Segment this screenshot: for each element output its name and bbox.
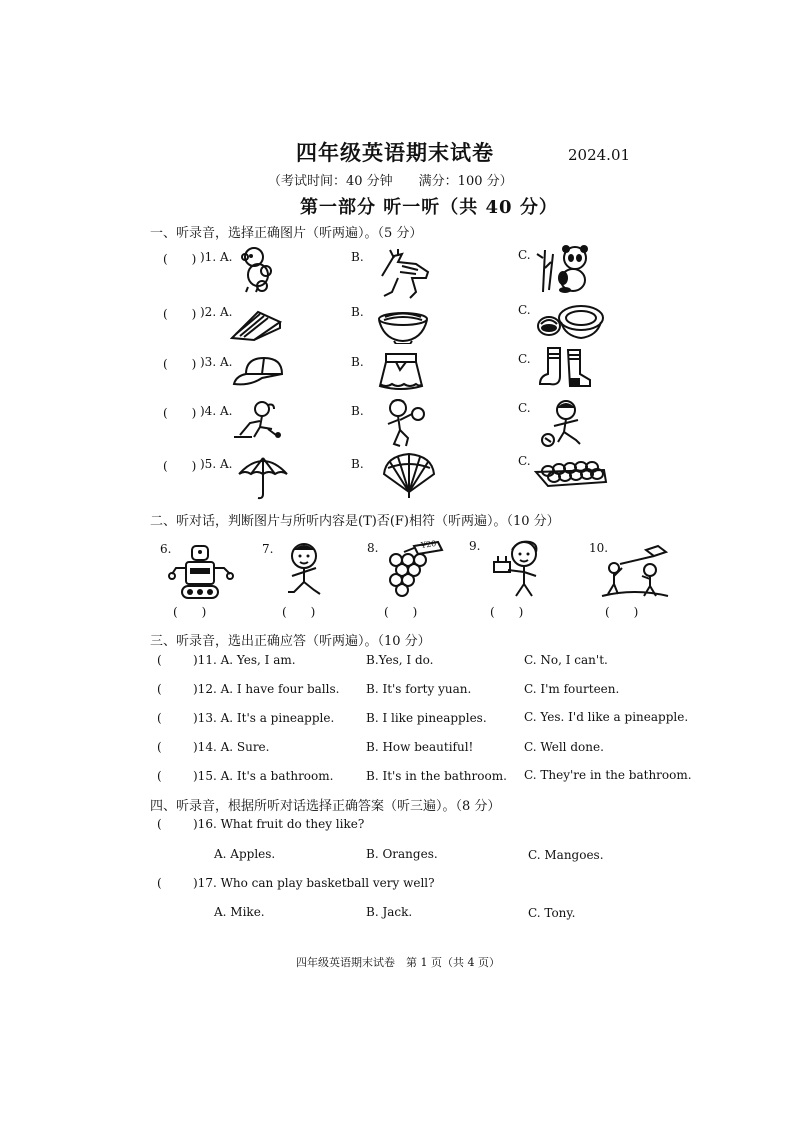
section2-heading: 二、听对话，判断图片与所听内容是(T)否(F)相符（听两遍）。（10 分） — [150, 514, 560, 529]
q16-option-a: A. Apples. — [214, 847, 276, 861]
q15-option-c: C. They're in the bathroom. — [524, 768, 692, 782]
monkey-icon — [240, 245, 276, 293]
q13-option-a: )13. A. It's a pineapple. — [193, 711, 335, 725]
boy-with-cake-icon — [490, 540, 548, 598]
socks-icon — [538, 346, 592, 388]
answer-blank[interactable]: ( — [157, 876, 162, 890]
q4-c-label: C. — [518, 401, 531, 415]
q11-option-b: B.Yes, I do. — [366, 653, 434, 667]
q1-b-label: B. — [351, 250, 364, 264]
q4-b-label: B. — [351, 404, 364, 418]
noodles-bowl-icon — [376, 310, 430, 344]
q6-label: 6. — [160, 542, 172, 556]
q1-label: )1. A. — [200, 250, 233, 264]
q9-answer-blank[interactable]: ( ) — [490, 605, 524, 619]
sandwich-icon — [230, 308, 282, 342]
answer-blank[interactable]: ( ) — [163, 307, 197, 321]
answer-blank[interactable]: ( ) — [163, 252, 197, 266]
kids-flying-kite-icon — [600, 544, 670, 598]
panda-icon — [535, 244, 595, 294]
q17-option-a: A. Mike. — [214, 905, 265, 919]
q6-answer-blank[interactable]: ( ) — [173, 605, 207, 619]
q17-option-b: B. Jack. — [366, 905, 413, 919]
q16-question: )16. What fruit do they like? — [193, 817, 365, 831]
part-title: 第一部分 听一听（共 40 分） — [300, 197, 558, 218]
q15-option-b: B. It's in the bathroom. — [366, 769, 507, 783]
q7-answer-blank[interactable]: ( ) — [282, 605, 316, 619]
q7-label: 7. — [262, 542, 274, 556]
q16-option-c: C. Mangoes. — [528, 848, 604, 862]
skirt-icon — [378, 352, 424, 392]
q3-c-label: C. — [518, 352, 531, 366]
running-boy-icon — [282, 542, 328, 598]
answer-blank[interactable]: ( — [157, 682, 162, 696]
q5-b-label: B. — [351, 457, 364, 471]
q11-option-c: C. No, I can't. — [524, 653, 608, 667]
section3-heading: 三、听录音，选出正确应答（听两遍）。（10 分） — [150, 634, 431, 649]
boy-playing-football-icon — [384, 398, 428, 448]
q14-option-b: B. How beautiful! — [366, 740, 474, 754]
q11-option-a: )11. A. Yes, I am. — [193, 653, 296, 667]
q12-option-a: )12. A. I have four balls. — [193, 682, 340, 696]
section4-heading: 四、听录音，根据所听对话选择正确答案（听三遍）。（8 分） — [150, 799, 501, 814]
answer-blank[interactable]: ( — [157, 653, 162, 667]
answer-blank[interactable]: ( — [157, 769, 162, 783]
exam-title: 四年级英语期末试卷 — [296, 140, 494, 165]
umbrella-icon — [237, 454, 289, 500]
answer-blank[interactable]: ( ) — [163, 406, 197, 420]
q13-option-c: C. Yes. I'd like a pineapple. — [524, 710, 689, 724]
q10-label: 10. — [589, 541, 609, 555]
q8-answer-blank[interactable]: ( ) — [384, 605, 418, 619]
answer-blank[interactable]: ( — [157, 711, 162, 725]
q3-label: )3. A. — [200, 355, 233, 369]
boy-kicking-ball-icon — [540, 398, 588, 448]
dumplings-soup-icon — [535, 302, 605, 344]
q5-c-label: C. — [518, 454, 531, 468]
q3-b-label: B. — [351, 355, 364, 369]
price-tag: ¥20 — [420, 538, 437, 551]
exam-date: 2024.01 — [568, 146, 631, 164]
q16-option-b: B. Oranges. — [366, 847, 438, 861]
q12-option-b: B. It's forty yuan. — [366, 682, 472, 696]
q9-label: 9. — [469, 539, 481, 553]
exam-info: （考试时间：40 分钟 满分：100 分） — [268, 174, 513, 189]
section1-heading: 一、听录音，选择正确图片（听两遍）。（5 分） — [150, 226, 423, 241]
q5-label: )5. A. — [200, 457, 233, 471]
answer-blank[interactable]: ( ) — [163, 357, 197, 371]
q10-answer-blank[interactable]: ( ) — [605, 605, 639, 619]
horse-icon — [372, 248, 434, 300]
q2-c-label: C. — [518, 303, 531, 317]
q2-label: )2. A. — [200, 305, 233, 319]
q2-b-label: B. — [351, 305, 364, 319]
answer-blank[interactable]: ( ) — [163, 459, 197, 473]
q8-label: 8. — [367, 541, 379, 555]
answer-blank[interactable]: ( — [157, 740, 162, 754]
q1-c-label: C. — [518, 248, 531, 262]
q14-option-a: )14. A. Sure. — [193, 740, 270, 754]
q17-option-c: C. Tony. — [528, 906, 576, 920]
q15-option-a: )15. A. It's a bathroom. — [193, 769, 334, 783]
q4-label: )4. A. — [200, 404, 233, 418]
girl-playing-golf-icon — [232, 399, 284, 441]
q14-option-c: C. Well done. — [524, 740, 604, 754]
page-footer: 四年级英语期末试卷 第 1 页（共 4 页） — [296, 956, 500, 969]
answer-blank[interactable]: ( — [157, 817, 162, 831]
fan-icon — [380, 452, 438, 498]
cap-icon — [232, 356, 284, 388]
q12-option-c: C. I'm fourteen. — [524, 682, 620, 696]
eggs-icon — [534, 458, 608, 490]
robot-icon — [168, 544, 234, 602]
q17-question: )17. Who can play basketball very well? — [193, 876, 435, 890]
q13-option-b: B. I like pineapples. — [366, 711, 487, 725]
